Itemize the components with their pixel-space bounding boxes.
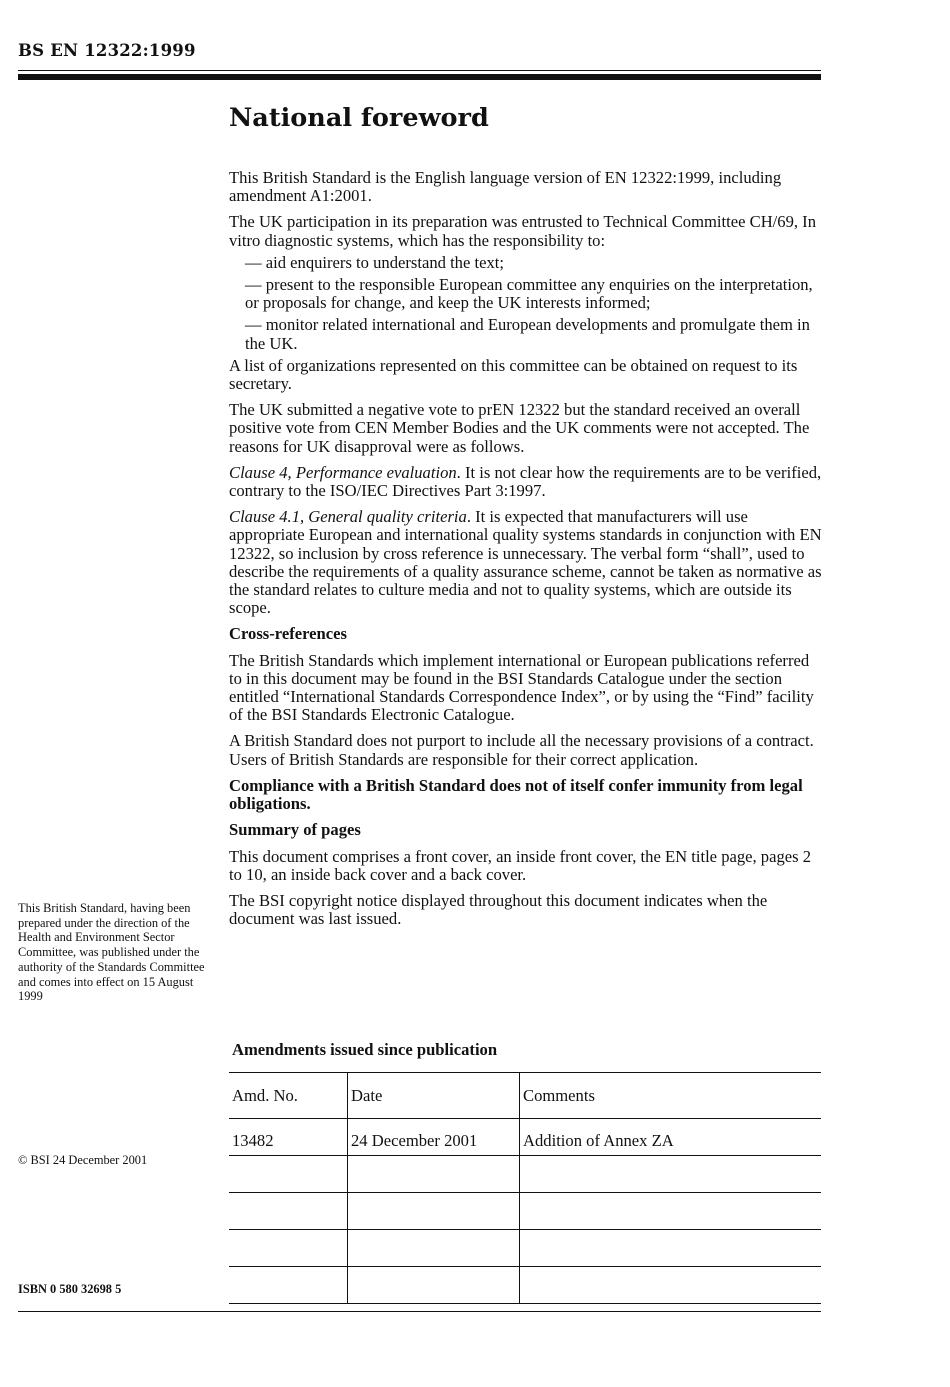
table-header-row: [229, 1073, 821, 1119]
footer-rule: [18, 1311, 821, 1312]
amendments-caption: Amendments issued since publication: [232, 1040, 498, 1059]
cell-comments: Addition of Annex ZA: [520, 1119, 822, 1156]
dash-item-aid: — aid enquirers to understand the text;: [245, 252, 504, 272]
empty-cell: [229, 1193, 348, 1230]
paragraph-compliance: Compliance with a British Standard does not of itself confer immunity from legal obligations.: [229, 775, 803, 814]
clause-4-text: . It is not clear how the requirements are to be verified, contrary to the ISO/IEC Directives Part 3:1997.: [229, 462, 822, 501]
empty-cell: [229, 1230, 348, 1267]
header-rule-thick: [18, 74, 821, 80]
column-header-comments: Comments: [520, 1073, 822, 1119]
paragraph-language-version: This British Standard is the English language version of EN 12322:1999, including amendment A1:2001.: [229, 168, 782, 206]
clause-4-1-label: Clause 4.1, General quality criteria: [229, 507, 467, 527]
column-header-amd-no: Amd. No.: [229, 1073, 348, 1119]
paragraph-contract: A British Standard does not purport to include all the necessary provisions of a contract. Users of British Standards are responsible for their correct application.: [229, 731, 814, 769]
paragraph-negative-vote: The UK submitted a negative vote to prEN 12322 but the standard received an overall positive vote from CEN Member Bodies and the UK comments were not accepted. The reasons for UK disapproval were as follows.: [229, 400, 810, 456]
paragraph-cross-references: The British Standards which implement international or European publications referred to in this document may be found in the BSI Standards Catalogue under the section entitled “International Standards Correspondence Index”, or by using the “Find” facility of the BSI Standards Electronic Catalogue.: [229, 650, 814, 725]
paragraph-clause-4: [229, 464, 823, 500]
table-row-empty: [229, 1193, 821, 1230]
paragraph-summary: This document comprises a front cover, an inside front cover, the EN title page, pages 2 to 10, an inside back cover and a back cover.: [229, 846, 812, 884]
cell-amd-no: 13482: [229, 1119, 348, 1156]
empty-cell: [229, 1156, 348, 1193]
paragraph-clause-4-1: [229, 508, 823, 617]
empty-cell: [348, 1193, 520, 1230]
empty-cell: [348, 1156, 520, 1193]
foreword-body: [229, 169, 823, 936]
heading-summary-of-pages: Summary of pages: [229, 820, 361, 840]
table-row: [229, 1119, 821, 1156]
document-code: BS EN 12322:1999: [18, 41, 196, 60]
clause-4-1-text: . It is expected that manufacturers will use appropriate European and international quality systems standards in conjunction with EN 12322, so inclusion by cross reference is unnecessary. The verbal form “shall”, used to describe the requirements of a quality assurance scheme, cannot be taken as normative as the standard relates to culture media and not to quality systems, which are outside its scope.: [229, 507, 822, 618]
empty-cell: [348, 1230, 520, 1267]
paragraph-copyright-notice: The BSI copyright notice displayed throughout this document indicates when the document was last issued.: [229, 890, 768, 929]
side-publication-note: This British Standard, having been prepared under the direction of the Health and Environment Sector Committee, was published under the authority of the Standards Committee and comes into effect on 15 August 1999: [18, 901, 205, 1004]
copyright-line: © BSI 24 December 2001: [18, 1153, 148, 1167]
header-rule-thin: [18, 70, 821, 71]
page-title: National foreword: [229, 103, 489, 133]
clause-4-label: Clause 4, Performance evaluation: [229, 462, 457, 482]
empty-cell: [348, 1267, 520, 1304]
empty-cell: [520, 1267, 822, 1304]
paragraph-organizations: A list of organizations represented on this committee can be obtained on request to its secretary.: [229, 355, 798, 394]
isbn-line: ISBN 0 580 32698 5: [18, 1282, 122, 1296]
table-row-empty: [229, 1156, 821, 1193]
dash-item-present: — present to the responsible European committee any enquiries on the interpretation, or proposals for change, and keep the UK interests informed;: [245, 275, 813, 313]
table-row-empty: [229, 1267, 821, 1304]
table-row-empty: [229, 1230, 821, 1267]
column-header-date: Date: [348, 1073, 520, 1119]
paragraph-committee: The UK participation in its preparation was entrusted to Technical Committee CH/69, In vitro diagnostic systems, which has the responsibility to:: [229, 212, 817, 250]
amendments-table: [229, 1072, 821, 1304]
empty-cell: [520, 1156, 822, 1193]
empty-cell: [520, 1230, 822, 1267]
dash-item-monitor: — monitor related international and European developments and promulgate them in the UK.: [245, 315, 810, 353]
heading-cross-references: Cross-references: [229, 624, 347, 644]
cell-date: 24 December 2001: [348, 1119, 520, 1156]
empty-cell: [229, 1267, 348, 1304]
empty-cell: [520, 1193, 822, 1230]
